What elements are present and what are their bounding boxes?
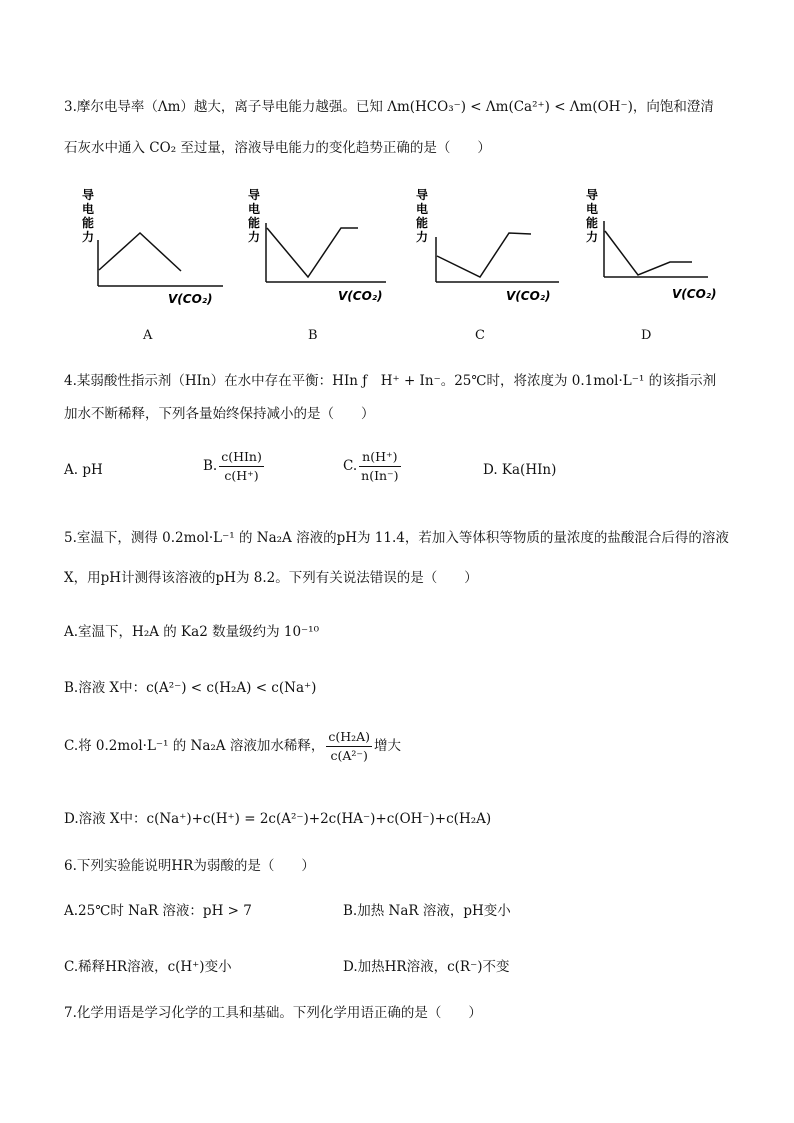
graph-c-curve: [437, 233, 531, 277]
q6-option-c: C.稀释HR溶液，c(H⁺)变小: [64, 959, 232, 975]
q4-stem-line2: 加水不断稀释，下列各量始终保持减小的是（ ）: [64, 406, 375, 422]
q4-option-b-numerator: c(HIn): [219, 448, 264, 467]
q4-option-c: [343, 448, 403, 485]
q4-option-b-denominator: c(H⁺): [224, 468, 259, 483]
q5-stem-line2: X，用pH计测得该溶液的pH为 8.2。下列有关说法错误的是（ ）: [64, 570, 478, 586]
graph-b-label: B: [308, 328, 318, 343]
q6-option-b: B.加热 NaR 溶液，pH变小: [343, 903, 511, 919]
q5-option-b: B.溶液 X中：c(A²⁻) < c(H₂A) < c(Na⁺): [64, 680, 317, 696]
q6-stem: 6.下列实验能说明HR为弱酸的是（ ）: [64, 858, 315, 874]
q4-stem-line1: 4.某弱酸性指示剂（HIn）在水中存在平衡：HIn ƒ H⁺ + In⁻。25℃时，将浓度为 0.1mol·L⁻¹ 的该指示剂: [64, 373, 717, 389]
graph-a-label: A: [143, 328, 153, 343]
graph-c-label: C: [475, 328, 485, 343]
graph-c-ylabel-2: 电: [416, 202, 429, 216]
graph-b-xlabel: V(CO₂): [338, 289, 383, 303]
q7-stem: 7.化学用语是学习化学的工具和基础。下列化学用语正确的是（ ）: [64, 1005, 482, 1021]
graph-d: [580, 185, 730, 310]
q4-option-c-fraction: [359, 448, 400, 485]
graph-a: [78, 185, 228, 310]
q5-option-c-numerator: c(H₂A): [326, 728, 372, 747]
graph-c-ylabel-1: 导: [416, 188, 429, 202]
q4-option-c-numerator: n(H⁺): [359, 448, 400, 467]
graph-b-ylabel-4: 力: [248, 230, 261, 244]
q4-option-d: D. Ka(HIn): [483, 462, 557, 478]
graph-d-ylabel-3: 能: [586, 216, 599, 230]
graph-c: [414, 185, 564, 310]
q3-stem-line1: 3.摩尔电导率（Λm）越大，离子导电能力越强。已知 Λm(HCO₃⁻) < Λm(Ca²⁺) < Λm(OH⁻)，向饱和澄清: [64, 99, 714, 115]
graph-a-ylabel-3: 能: [82, 216, 95, 230]
graph-d-ylabel-1: 导: [586, 188, 599, 202]
q5-option-c-prefix: C.将 0.2mol·L⁻¹ 的 Na₂A 溶液加水稀释，: [64, 738, 325, 754]
q4-option-b-fraction: [219, 448, 264, 485]
graph-a-ylabel-2: 电: [82, 202, 95, 216]
q4-option-a: A. pH: [64, 462, 103, 478]
q4-option-b: [203, 448, 266, 485]
graph-d-ylabel-2: 电: [586, 202, 599, 216]
q5-option-c: [64, 728, 401, 765]
q5-option-c-suffix: 增大: [374, 738, 402, 754]
graph-c-ylabel-3: 能: [416, 216, 429, 230]
graph-d-xlabel: V(CO₂): [672, 287, 717, 301]
q6-option-d: D.加热HR溶液，c(R⁻)不变: [343, 959, 510, 975]
q5-stem-line1: 5.室温下，测得 0.2mol·L⁻¹ 的 Na₂A 溶液的pH为 11.4，若加入等体积等物质的量浓度的盐酸混合后得的溶液: [64, 530, 729, 546]
graph-a-curve: [99, 233, 181, 271]
graph-b-ylabel-2: 电: [248, 202, 261, 216]
q5-option-c-fraction: [326, 728, 372, 765]
graph-b-ylabel-1: 导: [248, 188, 261, 202]
q4-option-c-prefix: C.: [343, 458, 358, 474]
graph-b-curve: [267, 228, 358, 277]
graph-d-ylabel-4: 力: [586, 230, 599, 244]
graph-d-curve: [605, 231, 692, 275]
graph-d-label: D: [641, 328, 652, 343]
graph-c-xlabel: V(CO₂): [506, 289, 551, 303]
q4-option-c-denominator: n(In⁻): [361, 468, 399, 483]
graph-c-ylabel-4: 力: [416, 230, 429, 244]
graph-b-ylabel-3: 能: [248, 216, 261, 230]
q4-option-b-prefix: B.: [203, 458, 218, 474]
q5-option-d: D.溶液 X中：c(Na⁺)+c(H⁺) = 2c(A²⁻)+2c(HA⁻)+c(OH⁻)+c(H₂A): [64, 811, 492, 827]
graph-a-xlabel: V(CO₂): [168, 292, 213, 306]
q6-option-a: A.25℃时 NaR 溶液：pH > 7: [64, 903, 252, 919]
q5-option-a: A.室温下，H₂A 的 Ka2 数量级约为 10⁻¹⁰: [64, 624, 319, 640]
q3-stem-line2: 石灰水中通入 CO₂ 至过量，溶液导电能力的变化趋势正确的是（ ）: [64, 140, 491, 156]
q5-option-c-denominator: c(A²⁻): [330, 748, 368, 763]
graph-b: [246, 185, 396, 310]
graph-a-ylabel-4: 力: [82, 230, 95, 244]
graph-a-ylabel-1: 导: [82, 188, 95, 202]
